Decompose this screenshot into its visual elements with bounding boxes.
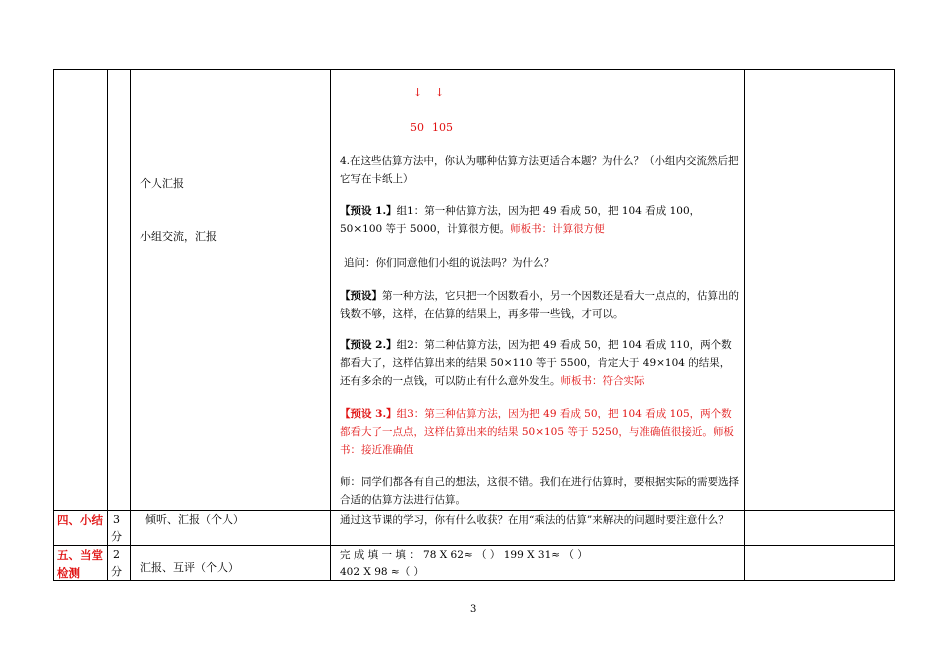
summary-time-unit: 分 — [111, 530, 122, 543]
summary-time-number: 3 — [113, 513, 120, 526]
col-border-left — [53, 69, 54, 581]
preset-2-tag: 【预设 2.】 — [340, 339, 397, 351]
preset-1-body: 组1：第一种估算方法，因为把 49 看成 50，把 104 看成 100，50×100 等于 5000，计算很方便。 — [340, 205, 701, 235]
col-border-3 — [330, 69, 331, 581]
col-border-1 — [107, 69, 108, 581]
preset-note — [340, 287, 740, 323]
table-top-border — [53, 69, 894, 70]
check-time-number: 2 — [113, 548, 120, 561]
down-arrow-icon: ↓ — [413, 86, 423, 99]
preset-note-body: 第一种方法，它只把一个因数看小，另一个因数还是看大一点点的，估算出的钱数不够，这样，在估算的结果上，再多带一些钱，才可以。 — [340, 290, 739, 320]
activity-group-report: 小组交流，汇报 — [140, 230, 217, 243]
preset-3-tag: 【预设 3.】 — [340, 408, 397, 420]
stage-summary: 四、小结 — [57, 513, 103, 527]
question-4: 4.在这些估算方法中，你认为哪种估算方法更适合本题？为什么？（小组内交流然后把它写在卡纸上） — [340, 155, 739, 185]
estimate-number-50: 50 — [410, 121, 424, 134]
preset-2-board: 师板书：符合实际 — [560, 375, 645, 387]
preset-1 — [340, 202, 740, 238]
check-time-unit: 分 — [111, 565, 122, 578]
preset-3-body: 组3：第三种估算方法，因为把 49 看成 50，把 104 看成 105，两个数都看大了一点点，这样估算出来的结果 50×105 等于 5250，与准确值很接近。 — [340, 408, 732, 438]
preset-note-tag: 【预设】 — [340, 290, 382, 302]
activity-individual-report: 个人汇报 — [140, 177, 184, 190]
preset-3-board: 师板书：接近准确值 — [340, 426, 734, 456]
page-number: 3 — [470, 604, 477, 615]
preset-1-tag: 【预设 1.】 — [340, 205, 397, 217]
preset-2-body: 组2：第二种估算方法，因为把 49 看成 50，把 104 看成 110，两个数都看大了，这样估算出来的结果 50×110 等于 5500，肯定大于 49×104 的结果，还有多余的一点钱，可以防止有什么意外发生。 — [340, 339, 732, 387]
preset-2 — [340, 336, 740, 390]
summary-activity: 倾听、汇报（个人） — [145, 513, 244, 526]
stage-check: 五、当堂检测 — [57, 548, 103, 580]
col-border-4 — [744, 69, 745, 581]
check-activity: 汇报、互评（个人） — [140, 561, 239, 574]
follow-up-question: 追问：你们同意他们小组的说法吗？为什么？ — [344, 257, 554, 269]
col-border-2 — [130, 69, 131, 581]
estimate-number-105: 105 — [432, 121, 453, 134]
down-arrow-icon: ↓ — [435, 86, 445, 99]
preset-1-board: 师板书：计算很方便 — [510, 223, 605, 235]
preset-3 — [340, 405, 740, 459]
table-bottom-border — [53, 580, 894, 581]
check-exercise-line-2: 402 X 98 ≈（ ） — [340, 566, 425, 578]
teacher-comment: 师：同学们都各有自己的想法，这很不错。我们在进行估算时，要根据实际的需要选择合适的估算方法进行估算。 — [340, 476, 739, 506]
summary-content: 通过这节课的学习，你有什么收获？在用“乘法的估算”来解决的问题时要注意什么？ — [340, 514, 729, 526]
col-border-right — [894, 69, 895, 581]
check-exercise-line-1: 完 成 填 一 填 ： 78 X 62≈ （ ） 199 X 31≈ （ ） — [340, 549, 588, 561]
